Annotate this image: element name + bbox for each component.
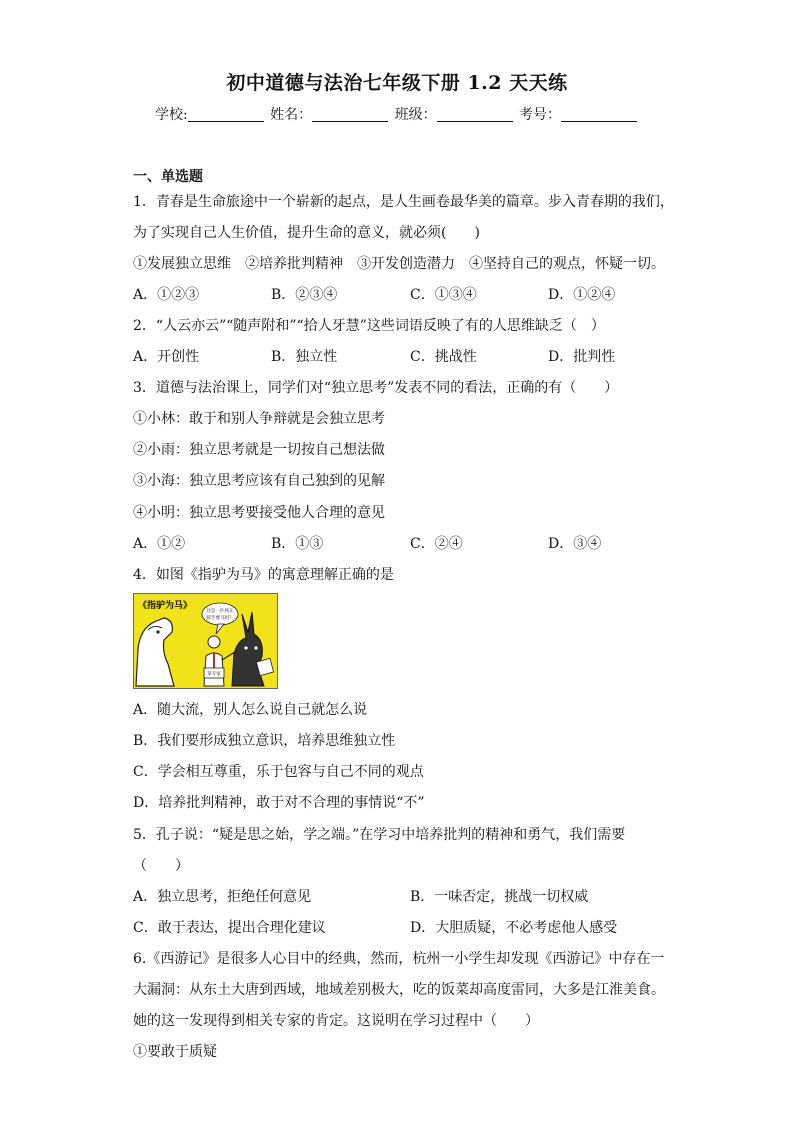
q1-options — [133, 286, 693, 304]
q2-stem: 2．“人云亦云”“随声附和”“拾人牙慧”这些词语反映了有的人思维缺乏（ ） — [133, 318, 605, 334]
class-blank[interactable] — [437, 121, 513, 122]
q2-option-a[interactable]: A．开创性 — [133, 349, 200, 365]
cartoon-figure — [133, 593, 278, 689]
q3-option-d[interactable]: D．③④ — [548, 536, 602, 552]
exam-number-blank[interactable] — [561, 121, 637, 122]
q1-option-b[interactable]: B．②③④ — [271, 287, 338, 303]
q1-stem-line1: 1．青春是生命旅途中一个崭新的起点，是人生画卷最华美的篇章。步入青春期的我们， — [133, 194, 674, 210]
q5-options-row2 — [133, 919, 693, 937]
q3-item-3: ③小海：独立思考应该有自己独到的见解 — [133, 473, 385, 489]
q5-option-d[interactable]: D．大胆质疑，不必考虑他人感受 — [410, 920, 618, 936]
name-label: 姓名： — [270, 107, 313, 123]
q5-option-a[interactable]: A．独立思考，拒绝任何意见 — [133, 889, 312, 905]
school-blank[interactable] — [188, 121, 264, 122]
q2-option-c[interactable]: C．挑战性 — [410, 349, 477, 365]
bubble-line-2: 骑手要马吗？ — [206, 616, 234, 621]
cartoon-illustration — [134, 594, 277, 688]
q4-option-c[interactable]: C．学会相互尊重，乐于包容与自己不同的观点 — [133, 764, 424, 780]
q1-option-a[interactable]: A．①②③ — [133, 287, 200, 303]
q1-stem-line2: 为了实现自己人生价值，提升生命的意义，就必须( ) — [133, 225, 480, 241]
q2-option-d[interactable]: D．批判性 — [548, 349, 616, 365]
q6-stem-line1: 6.《西游记》是很多人心目中的经典，然而，杭州一小学生却发现《西游记》中存在一 — [133, 951, 665, 967]
q1-option-d[interactable]: D．①②④ — [548, 287, 616, 303]
q2-options — [133, 348, 693, 366]
q3-option-a[interactable]: A．①② — [133, 536, 186, 552]
cartoon-title: 《指驴为马》 — [138, 601, 193, 611]
q4-stem: 4．如图《指驴为马》的寓意理解正确的是 — [133, 567, 394, 583]
student-info-line — [0, 104, 794, 124]
class-label: 班级： — [394, 107, 437, 123]
q1-option-c[interactable]: C．①③④ — [410, 287, 477, 303]
q3-option-b[interactable]: B．①③ — [271, 536, 324, 552]
q6-item-1: ①要敢于质疑 — [133, 1044, 217, 1060]
name-blank[interactable] — [312, 121, 388, 122]
school-label: 学校: — [154, 107, 188, 123]
expert-sign: 某专家 — [207, 672, 221, 677]
q1-items: ①发展独立思维 ②培养批判精神 ③开发创造潜力 ④坚持自己的观点，怀疑一切。 — [133, 256, 665, 272]
q5-options-row1 — [133, 888, 693, 906]
q5-option-b[interactable]: B．一味否定，挑战一切权威 — [410, 889, 589, 905]
exam-number-label: 考号： — [519, 107, 562, 123]
section-heading: 一、单选题 — [133, 169, 203, 185]
q5-option-c[interactable]: C．敢于表达，提出合理化建议 — [133, 920, 326, 936]
q3-stem: 3．道德与法治课上，同学们对“独立思考”发表不同的看法，正确的有（ ） — [133, 380, 619, 396]
q3-item-2: ②小雨：独立思考就是一切按自己想法做 — [133, 442, 385, 458]
q3-item-4: ④小明：独立思考要接受他人合理的意见 — [133, 505, 385, 521]
q4-option-d[interactable]: D．培养批判精神，敢于对不合理的事情说“不” — [133, 795, 425, 811]
q5-stem-line1: 5．孔子说：“疑是思之始，学之端。”在学习中培养批判的精神和勇气，我们需要 — [133, 827, 626, 843]
bubble-line-1: 这是一匹纯正 — [206, 609, 234, 614]
q4-option-a[interactable]: A．随大流，别人怎么说自己就怎么说 — [133, 702, 368, 718]
q6-stem-line2: 大漏洞：从东土大唐到西域，地域差别极大，吃的饭菜却高度雷同，大多是江淮美食。 — [133, 982, 665, 998]
q6-stem-line3: 她的这一发现得到相关专家的肯定。这说明在学习过程中（ ） — [133, 1013, 539, 1029]
q5-stem-line2: （ ） — [133, 858, 189, 874]
q3-item-1: ①小林：敢于和别人争辩就是会独立思考 — [133, 411, 385, 427]
q2-option-b[interactable]: B．独立性 — [271, 349, 338, 365]
q3-options — [133, 535, 693, 553]
q4-option-b[interactable]: B．我们要形成独立意识，培养思维独立性 — [133, 733, 396, 749]
q3-option-c[interactable]: C．②④ — [410, 536, 463, 552]
page-title: 初中道德与法治七年级下册 1.2 天天练 — [226, 72, 568, 94]
